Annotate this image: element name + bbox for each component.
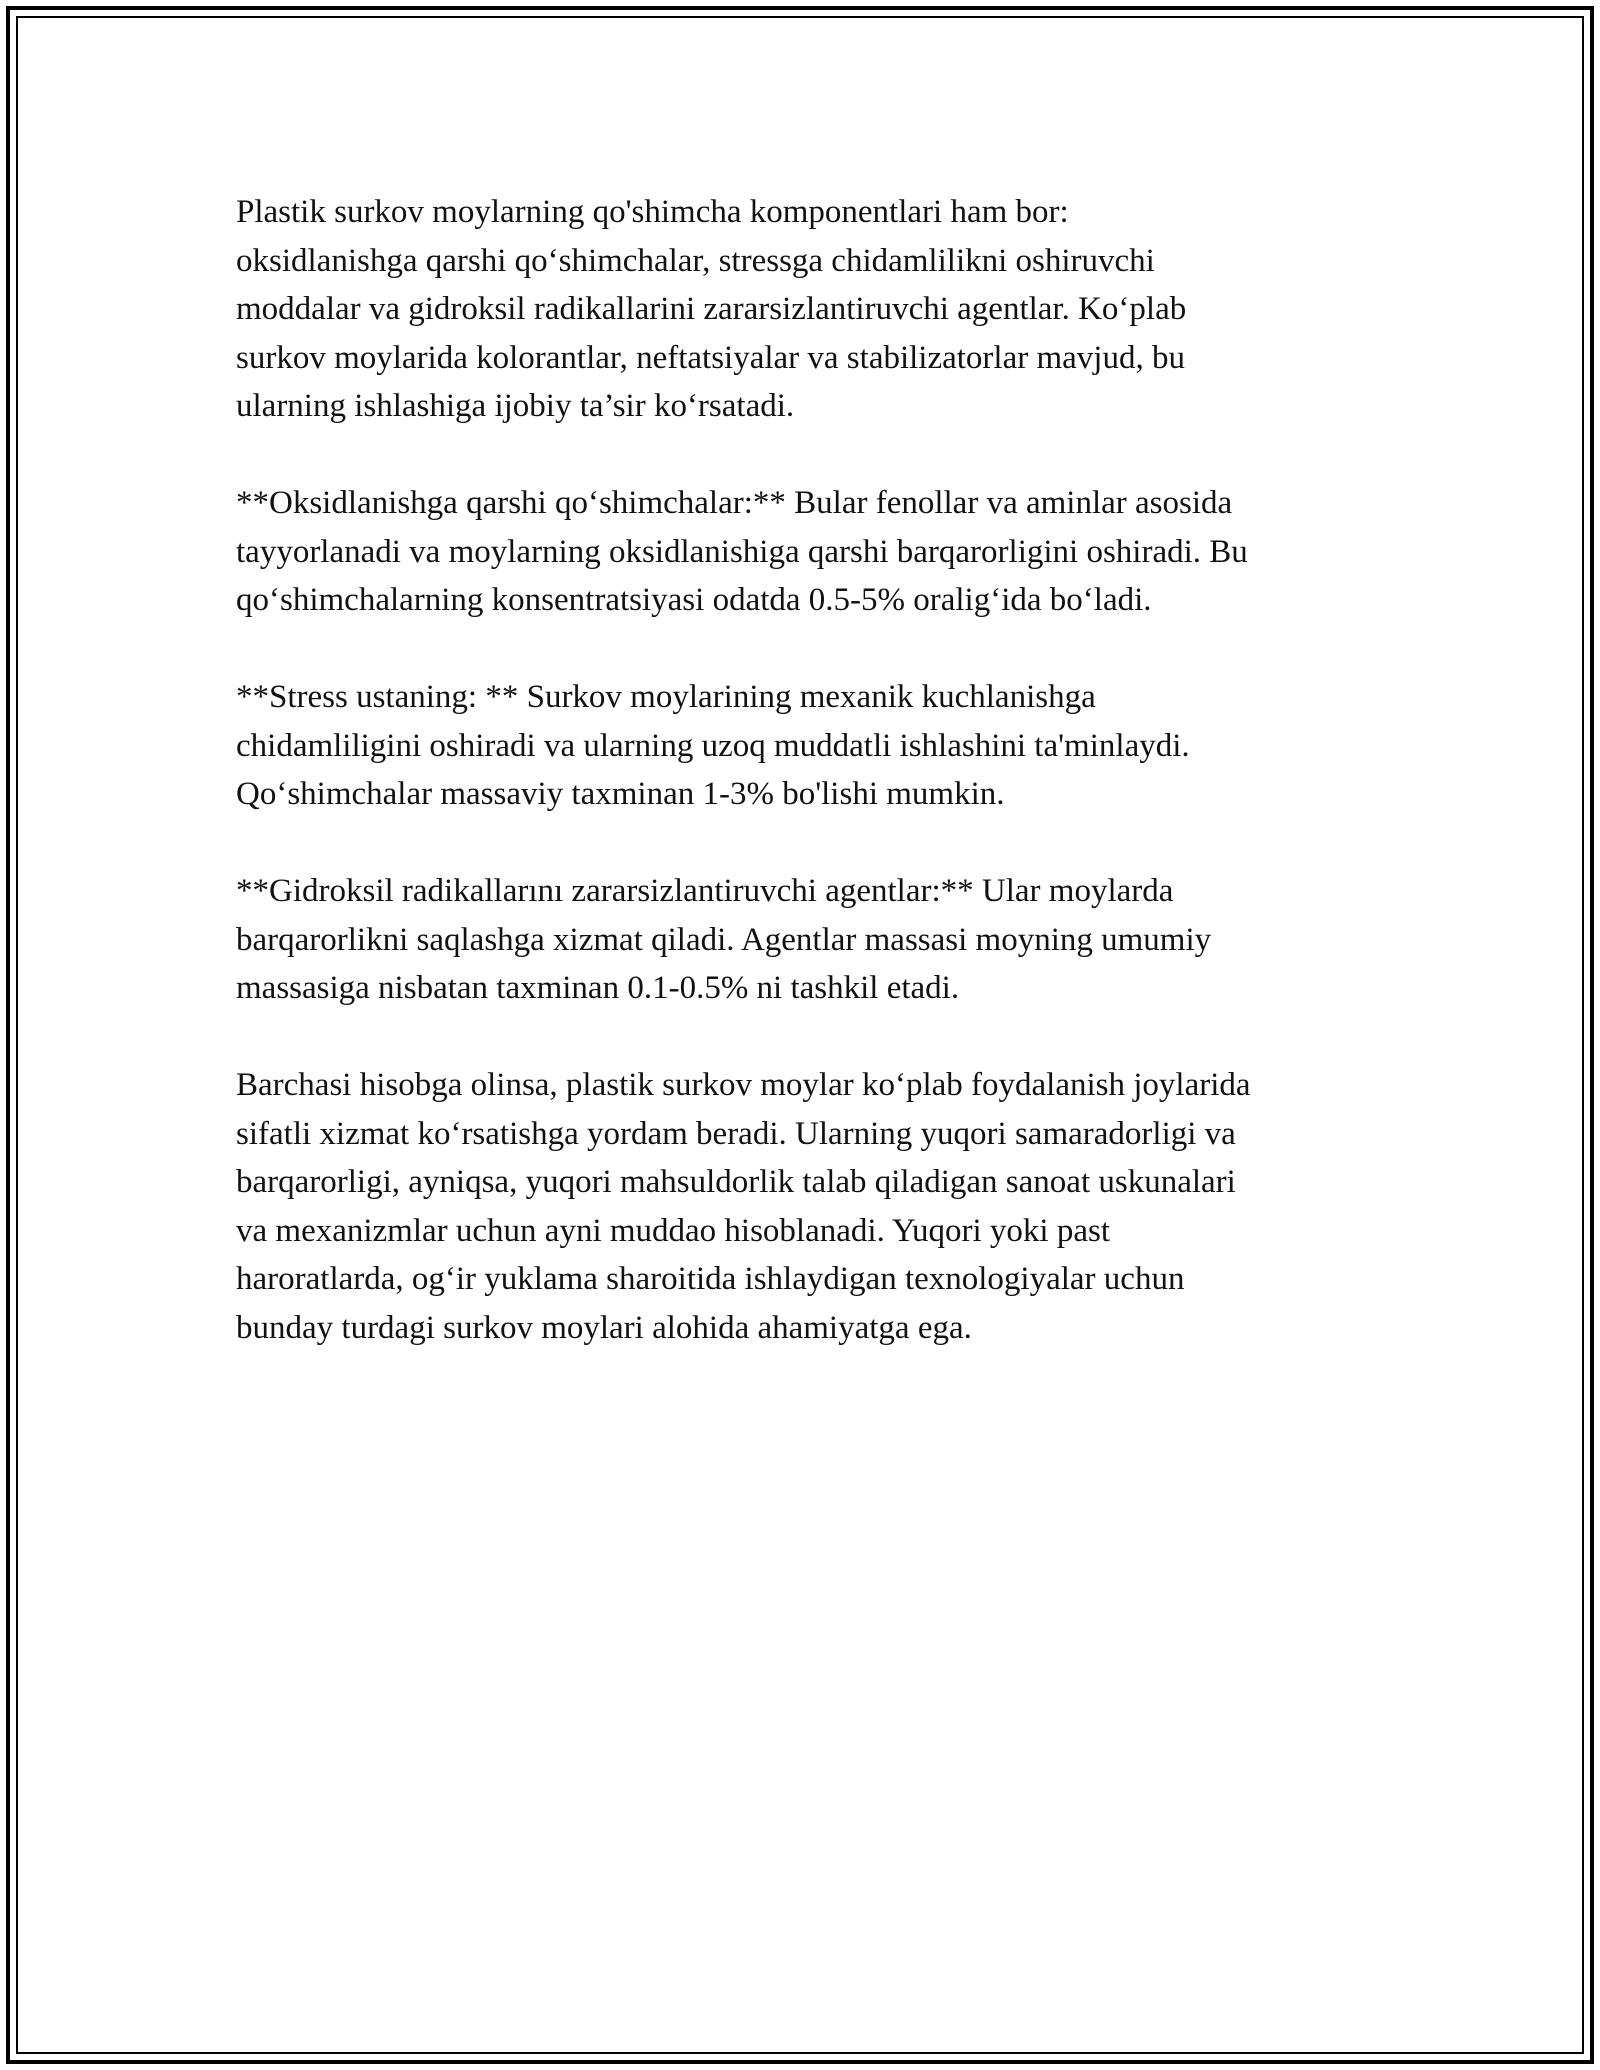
paragraph-antioxidants: **Oksidlanishga qarshi qo‘shimchalar:** Bular fenollar va aminlar asosida tayyorlanadi va moylarning oksidlanishiga qarshi barqarorligini oshiradi. Bu qo‘shimchalarning konsentratsiyasi odatda 0.5-5% oralig‘ida bo‘ladi. [236, 485, 1248, 618]
document-body [236, 188, 1376, 1401]
paragraph-stress: **Stress ustaning: ** Surkov moylarining mexanik kuchlanishga chidamliligini oshiradi va ularning uzoq muddatli ishlashini ta'minlaydi. Qo‘shimchalar massaviy taxminan 1-3% bo'lishi mumkin. [236, 679, 1190, 812]
paragraph-conclusion: Barchasi hisobga olinsa, plastik surkov moylar ko‘plab foydalanish joylarida sifatli xizmat ko‘rsatishga yordam beradi. Ularning yuqori samaradorligi va barqarorligi, ayniqsa, yuqori mahsuldorlik talab qiladigan sanoat uskunalari va mexanizmlar uchun ayni muddao hisoblanadi. Yuqori yoki past haroratlarda, og‘ir yuklama sharoitida ishlaydigan texnologiyalar uchun bunday turdagi surkov moylari alohida ahamiyatga ega. [236, 1067, 1251, 1346]
paragraph-intro: Plastik surkov moylarning qo'shimcha komponentlari ham bor: oksidlanishga qarshi qo‘shimchalar, stressga chidamlilikni oshiruvchi moddalar va gidroksil radikallarini zararsizlantiruvchi agentlar. Ko‘plab surkov moylarida kolorantlar, neftatsiyalar va stabilizatorlar mavjud, bu ularning ishlashiga ijobiy ta’sir ko‘rsatadi. [236, 194, 1187, 424]
paragraph-hydroxyl-agents: **Gidroksil radikallarını zararsizlantiruvchi agentlar:** Ular moylarda barqarorlikni saqlashga xizmat qiladi. Agentlar massasi moyning umumiy massasiga nisbatan taxminan 0.1-0.5% ni tashkil etadi. [236, 873, 1212, 1006]
